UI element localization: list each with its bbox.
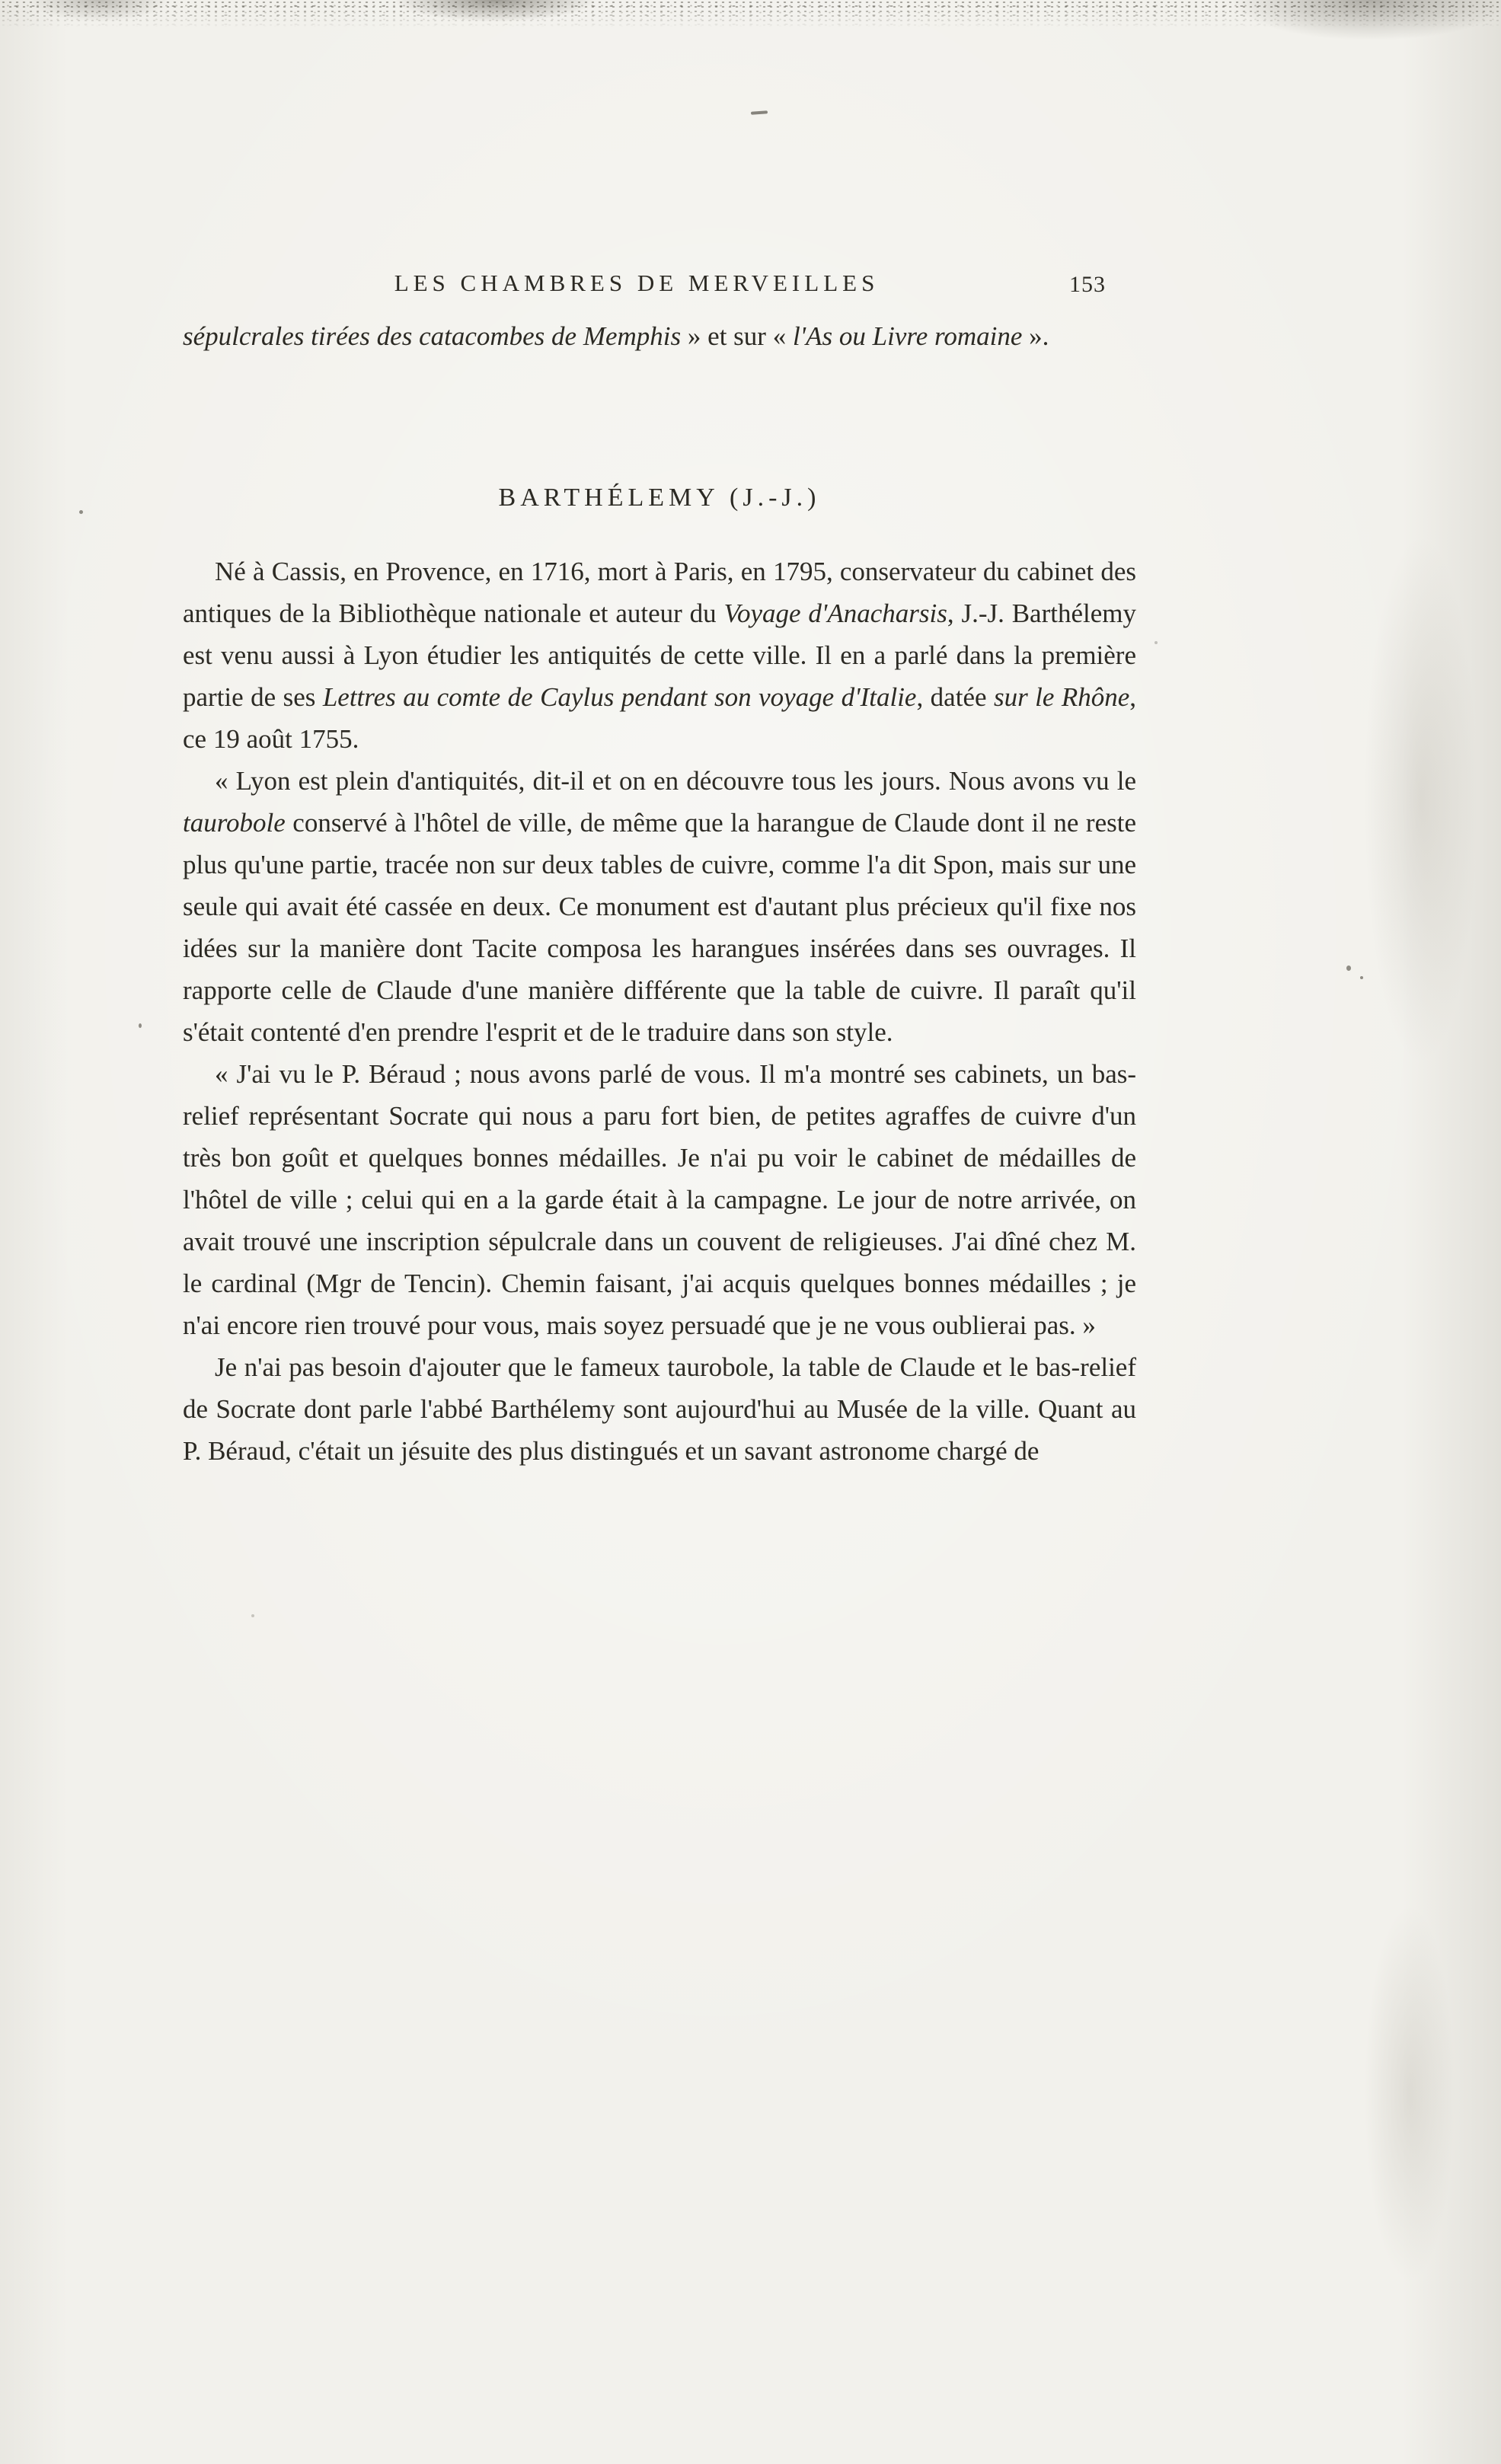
- scan-speck: [1346, 965, 1351, 971]
- running-title: LES CHAMBRES DE MERVEILLES: [394, 270, 880, 296]
- text-segment: l'As ou Livre romaine: [792, 321, 1023, 351]
- intro-paragraph: [183, 315, 1136, 357]
- scan-speck: [251, 1614, 254, 1617]
- scan-blob: [396, 0, 594, 21]
- scan-speck: [79, 510, 83, 514]
- scan-smudge: [1364, 533, 1478, 1066]
- paragraph: [183, 1053, 1136, 1346]
- paragraph: [183, 1346, 1136, 1472]
- text-segment: » et sur «: [681, 321, 793, 351]
- scan-smudge: [1364, 1904, 1455, 2284]
- text-segment: « Lyon est plein d'antiquités, dit-il et on en découvre tous les jours. Nous avons vu le: [215, 766, 1136, 796]
- scan-speck: [1154, 641, 1158, 644]
- text-segment: , J.-J. Barthélemy est venu aussi à Lyon étudier les antiquités de cette ville. Il en a parlé dans la première partie de ses: [183, 598, 1136, 712]
- text-segment: ».: [1022, 321, 1049, 351]
- paragraph: [183, 551, 1136, 760]
- scan-speck: [139, 1023, 142, 1028]
- text-segment: sur le Rhône: [993, 682, 1130, 712]
- text-segment: Je n'ai pas besoin d'ajouter que le fameux taurobole, la table de Claude et le bas-relief de Socrate dont parle l'abbé Barthélemy sont aujourd'hui au Musée de la ville. Quant au P. Béraud, c'était un jésuite des plus distingués et un savant astronome chargé de: [183, 1352, 1136, 1466]
- page-edge-shadow-left: [0, 0, 69, 2464]
- text-segment: Voyage d'Anacharsis: [723, 598, 947, 628]
- text-segment: , ce 19 août 1755.: [183, 682, 1137, 754]
- text-segment: sépulcrales tirées des catacombes de Memphis: [183, 321, 682, 351]
- text-segment: « J'ai vu le P. Béraud ; nous avons parlé de vous. Il m'a montré ses cabinets, un bas-relief représentant Socrate qui nous a paru fort bien, de petites agraffes de cuivre d'un très bon goût et quelques bonnes médailles. Je n'ai pu voir le cabinet de médailles de l'hôtel de ville ; celui qui en a la garde était à la campagne. Le jour de notre arrivée, on avait trouvé une inscription sépulcrale dans un couvent de religieuses. J'ai dîné chez M. le cardinal (Mgr de Tencin). Chemin faisant, j'ai acquis quelques bonnes médailles ; je n'ai encore rien trouvé pour vous, mais soyez persuadé que je ne vous oublierai pas. »: [183, 1059, 1136, 1340]
- paragraph: [183, 760, 1136, 1053]
- scan-speck: [1360, 976, 1363, 979]
- page-number: 153: [1069, 272, 1106, 297]
- text-column: [183, 268, 1136, 1472]
- text-segment: , datée: [916, 682, 994, 712]
- text-segment: Né à Cassis, en Provence, en 1716, mort à Paris, en 1795, conservateur du cabinet des antiques de la Bibliothèque nationale et auteur du: [183, 557, 1136, 628]
- page-header: [183, 268, 1136, 305]
- text-segment: taurobole: [183, 808, 286, 838]
- section-heading: BARTHÉLEMY (J.-J.): [498, 484, 821, 512]
- paragraphs-container: [183, 551, 1136, 1472]
- scan-mark: [751, 110, 768, 115]
- text-segment: conservé à l'hôtel de ville, de même que la harangue de Claude dont il ne reste plus qu'une partie, tracée non sur deux tables de cuivre, comme l'a dit Spon, mais sur une seule qui avait été cassée en deux. Ce monument est d'autant plus précieux qu'il fixe nos idées sur la manière dont Tacite composa les harangues insérées dans ses ouvrages. Il rapporte celle de Claude d'une manière différente que la table de cuivre. Il paraît qu'il s'était contenté d'en prendre l'esprit et de le traduire dans son style.: [183, 808, 1136, 1047]
- text-segment: Lettres au comte de Caylus pendant son voyage d'Italie: [322, 682, 917, 712]
